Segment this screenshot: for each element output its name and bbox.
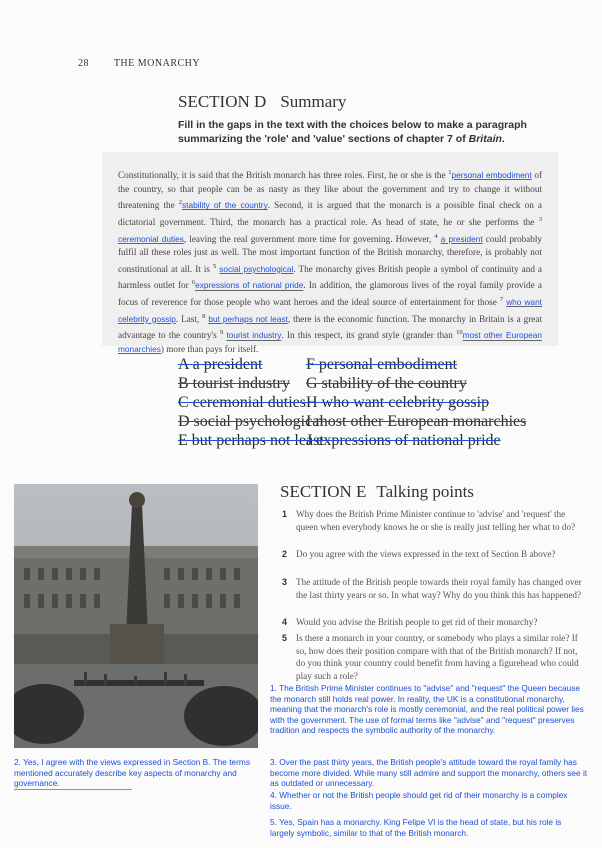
talking-point-3 [282,576,582,601]
question-text: Why does the British Prime Minister continue to 'advise' and 'request' the queen when everybody knows he or she is really just telling her what to do? [296,509,576,532]
gap-answer-10[interactable]: most other European monarchies [118,330,543,355]
choice-item[interactable]: I most other European monarchies [306,413,527,430]
passage-text: . The monarchy gives British people a symbol of continuity and a harmless outlet for [118,263,543,291]
answer-2-underline [14,789,132,790]
choice-item[interactable]: B tourist industry [178,375,291,392]
instructions-end: . [501,133,505,145]
question-number: 2 [282,549,288,559]
passage-text: . Second, it is argued that the monarch is a possible final check on a dictatorial government. Third, the monarch has a practical role. As head of state, he or she performs the [118,200,542,227]
passage-text: . In this respect, its grand style (grander than [281,330,457,341]
gap-number: 6 [191,279,196,287]
gap-number: 4 [434,232,438,240]
gap-answer-4[interactable]: a president [440,233,483,244]
choice-item[interactable]: E but perhaps not least [178,432,324,449]
summary-passage [102,152,558,355]
passage-text: ) more than pays for itself. [160,344,259,355]
choice-item[interactable]: F personal embodiment [306,356,458,373]
gap-number: 5 [212,262,217,270]
running-title: THE MONARCHY [113,58,201,69]
passage-text: could probably fulfil all these roles just as well. The most important function of the British monarchy, therefore, is probably not constitutional at all. It is [118,233,542,274]
answer-4: 4. Whether or not the British people should get rid of their monarchy is a complex issue. [270,790,568,811]
talking-point-1 [282,508,582,533]
talking-point-5 [282,632,582,682]
gap-answer-1[interactable]: personal embodiment [451,170,532,181]
gap-answer-8[interactable]: but perhaps not least [208,313,288,324]
answer-3: 3. Over the past thirty years, the British people's attitude toward the royal family has become more divided. While many still admire and support the monarchy, others see it as outdated or unnecessary. [270,757,588,789]
choice-item[interactable]: A a president [178,356,263,373]
gap-number: 7 [499,296,504,304]
section-d-label: SECTION D [178,92,267,111]
gap-answer-5[interactable]: social psychological [219,263,294,274]
instructions-text: Fill in the gaps in the text with the choices below to make a paragraph summarizing the 'role' and 'value' sections of chapter 7 of [178,119,527,145]
question-text: Do you agree with the views expressed in the text of Section B above? [296,549,556,559]
buckingham-palace-photo [14,484,258,748]
question-text: Is there a monarch in your country, or somebody who plays a similar role? If so, how does their position compare with that of the British monarch? If not, do you think your country could benefit from having a figurehead who could play such a role? [296,633,579,681]
passage-text: Constitutionally, it is said that the British monarch has three roles. First, he or she is the [118,170,449,181]
gap-answer-7[interactable]: who want celebrity gossip [118,297,542,324]
choice-item[interactable]: H who want celebrity gossip [306,394,490,411]
talking-point-4 [282,616,582,629]
section-e-label: SECTION E [280,482,367,501]
gap-number: 10 [456,329,463,337]
choice-item[interactable]: D social psychological [178,413,324,430]
gap-number: 9 [219,329,224,337]
section-d-title: Summary [280,92,347,111]
section-d-heading [178,92,346,112]
gap-answer-2[interactable]: stability of the country [182,200,268,211]
gap-answer-9[interactable]: tourist industry [226,330,282,341]
gap-number: 2 [178,199,183,207]
choice-item[interactable]: J expressions of national pride [306,432,501,449]
section-e-heading [280,482,474,502]
gap-number: 1 [448,169,452,176]
passage-text: . In addition, the glamorous lives of the royal family provide a focus of reverence for those people who want heroes and the ideal source of entertainment for those [118,280,542,308]
question-text: The attitude of the British people towards their royal family has changed over the last thirty years or so. In what way? Why do you think this has happened? [296,577,582,600]
running-header [78,58,200,69]
question-number: 1 [282,509,288,519]
question-number: 5 [282,633,288,643]
choice-item[interactable]: G stability of the country [306,375,467,392]
gap-number: 3 [538,215,542,223]
passage-text: . Last, [175,313,203,324]
page-number: 28 [78,58,89,69]
talking-point-2 [282,548,582,561]
gap-answer-3[interactable]: ceremonial duties [118,233,184,244]
instructions-book-title: Britain [468,133,502,145]
choice-item[interactable]: C ceremonial duties [178,394,306,411]
passage-text: , leaving the real government more time for governing. However, [183,233,435,244]
passage-text: , there is the economic function. The monarchy in Britain is a great advantage to the country's [118,313,542,341]
question-number: 4 [282,617,288,627]
palace-photo-icon [14,484,258,748]
answer-5: 5. Yes, Spain has a monarchy. King Felipe VI is the head of state, but his role is largely symbolic, similar to that of the British monarch. [270,817,562,838]
section-e-title: Talking points [376,482,474,501]
answer-2: 2. Yes, I agree with the views expressed in Section B. The terms mentioned accurately describe key aspects of monarchy and governance. [14,757,250,789]
section-d-instructions [178,118,538,146]
question-number: 3 [282,577,288,587]
answer-1: 1. The British Prime Minister continues to "advise" and "request" the Queen because the monarch still holds real power. In reality, the UK is a constitutional monarchy, meaning that the monarch's role is mostly ceremonial, and the real political power lies with the government. The use of formal terms like "advise" and "request" preserves tradition and respects the symbolic authority of the monarchy. [270,683,584,736]
question-text: Would you advise the British people to get rid of their monarchy? [296,617,538,627]
gap-number: 8 [202,312,206,320]
gap-answer-6[interactable]: expressions of national pride [195,280,304,291]
passage-text: of the country, so that people can be as nasty as they like about the government and try to change it without threatening the [118,170,543,211]
